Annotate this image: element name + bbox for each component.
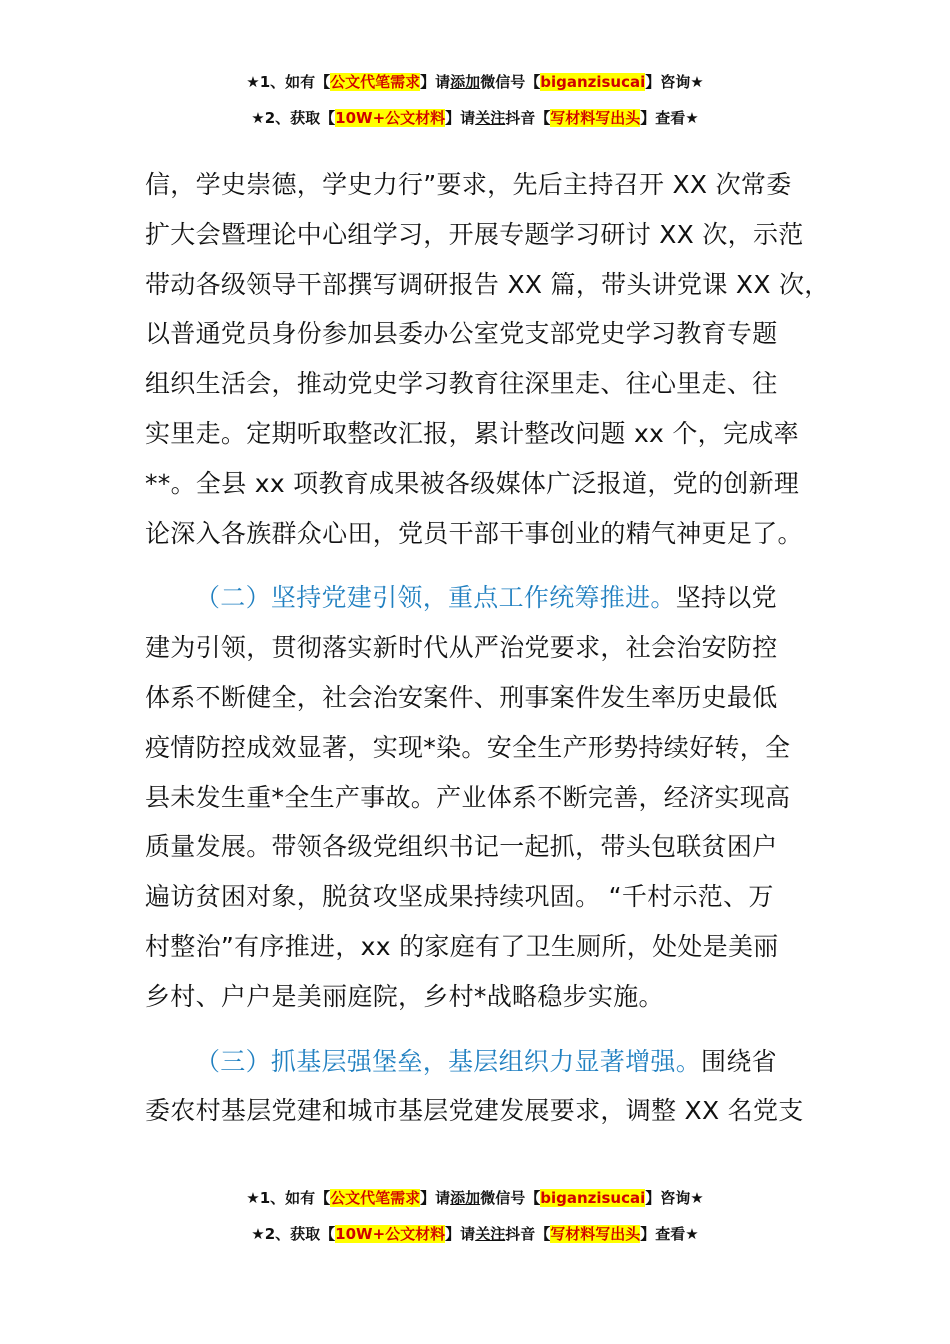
banner-line-1: ★1、如有【公文代笔需求】请添加微信号【biganzisucai】咨询★ bbox=[246, 1189, 704, 1207]
star-icon: ★ bbox=[685, 1225, 699, 1243]
banner-line-2: ★2、获取【10W+公文材料】请关注抖音【写材料写出头】查看★ bbox=[251, 1225, 699, 1243]
star-icon: ★ bbox=[246, 1189, 260, 1207]
star-icon: ★ bbox=[685, 109, 699, 127]
star-icon: ★ bbox=[690, 1189, 704, 1207]
highlight-douyin-account: 写材料写出头 bbox=[550, 1225, 641, 1243]
paragraph-1: 信，学史崇德，学史力行”要求，先后主持召开 XX 次常委 扩大会暨理论中心组学习，开展专题学习研讨 XX 次，示范 带动各级领导干部撰写调研报告 XX 篇，带头讲党课 XX 次， 以普通党员身份参加县委办公室党支部党史学习教育专题 组织生活会，推动党史学习教育往深里走、往心里走、往 实里走。定期听取整改汇报，累计整改问题 xx 个，完成率 **。全县 xx 项教育成果被各级媒体广泛报道，党的创新理 论深入各族群众心田，党员干部干事创业的精气神更足了。 bbox=[145, 170, 830, 548]
highlight-wechat-id: biganzisucai bbox=[540, 1189, 646, 1207]
star-icon: ★ bbox=[246, 73, 260, 91]
star-icon: ★ bbox=[251, 109, 265, 127]
footer-banner bbox=[0, 1180, 950, 1252]
banner-line-1: ★1、如有【公文代笔需求】请添加微信号【biganzisucai】咨询★ bbox=[246, 73, 704, 91]
highlight-materials: 10W+公文材料 bbox=[335, 109, 446, 127]
section-heading-3: （三）抓基层强堡垒，基层组织力显著增强。 bbox=[195, 1046, 702, 1076]
star-icon: ★ bbox=[251, 1225, 265, 1243]
highlight-wechat-id: biganzisucai bbox=[540, 73, 646, 91]
highlight-service: 公文代笔需求 bbox=[330, 73, 421, 91]
star-icon: ★ bbox=[690, 73, 704, 91]
paragraph-2: （二）坚持党建引领，重点工作统筹推进。坚持以党 建为引领，贯彻落实新时代从严治党要求，社会治安防控 体系不断健全，社会治安案件、刑事案件发生率历史最低 疫情防控成效显著，实现*染。安全生产形势持续好转，全 县未发生重*全生产事故。产业体系不断完善，经济实现高 质量发展。带领各级党组织书记一起抓，带头包联贫困户 遍访贫困对象，脱贫攻坚成果持续巩固。 “千村示范、万 村整治”有序推进，xx 的家庭有了卫生厕所，处处是美丽 乡村、户户是美丽庭院，乡村*战略稳步实施。 bbox=[145, 583, 791, 1011]
banner-line-2: ★2、获取【10W+公文材料】请关注抖音【写材料写出头】查看★ bbox=[251, 109, 699, 127]
header-banner bbox=[0, 64, 950, 136]
highlight-service: 公文代笔需求 bbox=[330, 1189, 421, 1207]
document-body bbox=[145, 160, 830, 1136]
highlight-materials: 10W+公文材料 bbox=[335, 1225, 446, 1243]
paragraph-3: （三）抓基层强堡垒，基层组织力显著增强。围绕省 委农村基层党建和城市基层党建发展要求，调整 XX 名党支 bbox=[145, 1046, 804, 1126]
section-heading-2: （二）坚持党建引领，重点工作统筹推进。 bbox=[195, 583, 676, 613]
highlight-douyin-account: 写材料写出头 bbox=[550, 109, 641, 127]
